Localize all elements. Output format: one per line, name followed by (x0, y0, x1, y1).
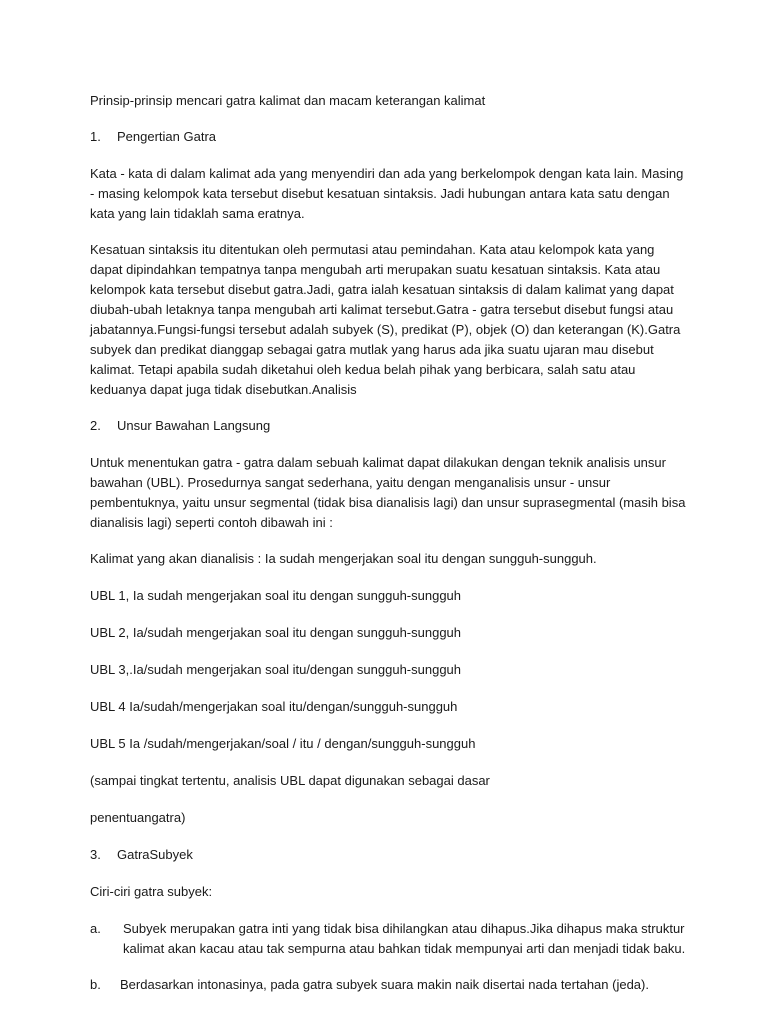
list-marker: a. (90, 921, 101, 936)
list-item-text: Berdasarkan intonasinya, pada gatra subyek suara makin naik disertai nada tertahan (jeda). (120, 977, 649, 992)
list-marker: b. (90, 977, 101, 992)
ubl-line: UBL 5 Ia /sudah/mengerjakan/soal / itu / dengan/sungguh-sungguh (90, 736, 476, 751)
document-title: Prinsip-prinsip mencari gatra kalimat dan macam keterangan kalimat (90, 93, 486, 108)
ubl-line: UBL 2, Ia/sudah mengerjakan soal itu dengan sungguh-sungguh (90, 625, 462, 640)
list-item-text: Subyek merupakan gatra inti yang tidak bisa dihilangkan atau dihapus.Jika dihapus maka struktur kalimat akan kacau atau tak sempurna atau bahkan tidak mempunyai arti dan menjadi tidak baku. (123, 921, 686, 956)
list-item (90, 919, 690, 959)
section-heading-text: Unsur Bawahan Langsung (117, 418, 271, 433)
list-item (90, 975, 690, 995)
note-line: (sampai tingkat tertentu, analisis UBL dapat digunakan sebagai dasar (90, 773, 490, 788)
paragraph: Kata - kata di dalam kalimat ada yang menyendiri dan ada yang berkelompok dengan kata lain. Masing - masing kelompok kata tersebut disebut kesatuan sintaksis. Jadi hubungan antara kata satu dengan kata yang lain tidaklah sama eratnya. (90, 166, 684, 221)
paragraph: Kesatuan sintaksis itu ditentukan oleh permutasi atau pemindahan. Kata atau kelompok kata yang dapat dipindahkan tempatnya tanpa mengubah arti merupakan suatu kesatuan sintaksis. Kata atau kelompok kata tersebut disebut gatra.Jadi, gatra ialah kesatuan sintaksis di dalam kalimat yang dapat diubah-ubah letaknya tanpa mengubah arti kalimat tersebut.Gatra - gatra tersebut disebut fungsi atau jabatannya.Fungsi-fungsi tersebut adalah subyek (S), predikat (P), objek (O) dan keterangan (K).Gatra subyek dan predikat dianggap sebagai gatra mutlak yang harus ada jika suatu ujaran mau disebut kalimat. Tetapi apabila sudah diketahui oleh kedua belah pihak yang berbicara, salah satu atau keduanya dapat juga tidak disebutkan.Analisis (90, 242, 681, 397)
section-heading-text: Pengertian Gatra (117, 129, 217, 144)
section-number: 3. (90, 847, 101, 862)
example-sentence: Kalimat yang akan dianalisis : Ia sudah mengerjakan soal itu dengan sungguh-sungguh. (90, 551, 597, 566)
ubl-line: UBL 3,.Ia/sudah mengerjakan soal itu/dengan sungguh-sungguh (90, 662, 462, 677)
section-heading-3 (90, 845, 690, 865)
paragraph: Untuk menentukan gatra - gatra dalam sebuah kalimat dapat dilakukan dengan teknik analisis unsur bawahan (UBL). Prosedurnya sangat sederhana, yaitu dengan menganalisis unsur - unsur pembentuknya, yaitu unsur segmental (tidak bisa dianalisis lagi) dan unsur suprasegmental (masih bisa dianalisis lagi) seperti contoh dibawah ini : (90, 455, 686, 530)
section-heading-2 (90, 416, 690, 436)
document-page (90, 91, 690, 1011)
section-number: 1. (90, 129, 101, 144)
section-number: 2. (90, 418, 101, 433)
ubl-line: UBL 4 Ia/sudah/mengerjakan soal itu/dengan/sungguh-sungguh (90, 699, 458, 714)
section-heading-1 (90, 127, 690, 147)
note-line: penentuangatra) (90, 810, 186, 825)
ubl-line: UBL 1, Ia sudah mengerjakan soal itu dengan sungguh-sungguh (90, 588, 462, 603)
section-heading-text: GatraSubyek (117, 847, 193, 862)
paragraph: Ciri-ciri gatra subyek: (90, 884, 213, 899)
